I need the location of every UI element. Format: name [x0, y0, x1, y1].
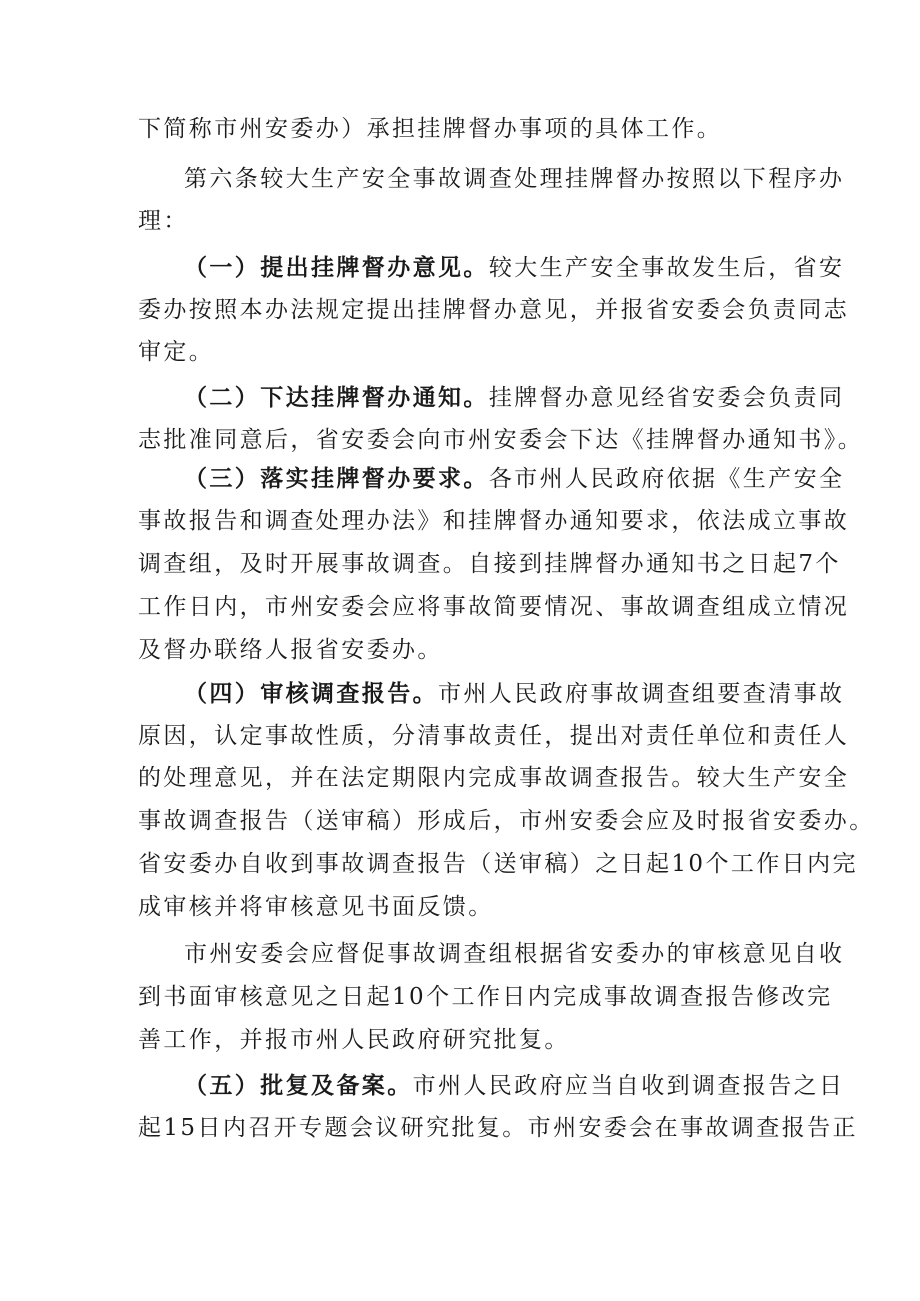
- text-line: 到书面审核意见之日起10个工作日内完成事故调查报告修改完: [138, 984, 833, 1010]
- text-line: 委办按照本办法规定提出挂牌督办意见，并报省安委会负责同志: [138, 297, 850, 323]
- item-4-heading: （四）审核调查报告。: [184, 681, 438, 707]
- text-line: 事故调查报告（送审稿）形成后，市州安委会应及时报省安委办。: [138, 808, 875, 834]
- article-6-heading: 第六条较大生产安全事故调查处理挂牌督办按照以下程序办: [184, 166, 845, 192]
- text-line: 原因，认定事故性质，分清事故责任，提出对责任单位和责任人: [138, 723, 850, 749]
- text-line: 事故报告和调查处理办法》和挂牌督办通知要求，依法成立事故: [138, 508, 850, 534]
- item-2-heading: （二）下达挂牌督办通知。: [184, 385, 489, 411]
- paragraph-5-line: （五）批复及备案。市州人民政府应当自收到调查报告之日: [184, 1073, 845, 1099]
- text-line: 成审核并将审核意见书面反馈。: [138, 894, 494, 920]
- paragraph-4-line: （四）审核调查报告。市州人民政府事故调查组要查清事故: [184, 681, 845, 707]
- text-line: 的处理意见，并在法定期限内完成事故调查报告。较大生产安全: [138, 765, 850, 791]
- text-line: 理：: [138, 208, 189, 234]
- text-line: 调查组，及时开展事故调查。自接到挂牌督办通知书之日起7个: [138, 551, 841, 577]
- text-line: 工作日内，市州安委会应将事故简要情况、事故调查组成立情况: [138, 594, 850, 620]
- text-line: 善工作，并报市州人民政府研究批复。: [138, 1027, 570, 1053]
- text-line: 志批准同意后，省安委会向市州安委会下达《挂牌督办通知书》。: [138, 427, 864, 453]
- text-line: 起15日内召开专题会议研究批复。市州安委会在事故调查报告正: [138, 1115, 858, 1141]
- paragraph-1-line: （一）提出挂牌督办意见。较大生产安全事故发生后，省安: [184, 255, 845, 281]
- paragraph-3-line: （三）落实挂牌督办要求。各市州人民政府依据《生产安全: [184, 466, 845, 492]
- text-line: 下简称市州安委办）承担挂牌督办事项的具体工作。: [138, 116, 723, 142]
- item-3-heading: （三）落实挂牌督办要求。: [184, 466, 489, 492]
- paragraph-2-line: （二）下达挂牌督办通知。挂牌督办意见经省安委会负责同: [184, 385, 845, 411]
- text-line: 省安委办自收到事故调查报告（送审稿）之日起10个工作日内完: [138, 851, 858, 877]
- item-5-heading: （五）批复及备案。: [184, 1073, 413, 1099]
- item-1-heading: （一）提出挂牌督办意见。: [184, 255, 489, 281]
- text-line: 及督办联络人报省安委办。: [138, 637, 443, 663]
- text-line: 市州安委会应督促事故调查组根据省安委办的审核意见自收: [184, 941, 845, 967]
- text-line: 审定。: [138, 339, 215, 365]
